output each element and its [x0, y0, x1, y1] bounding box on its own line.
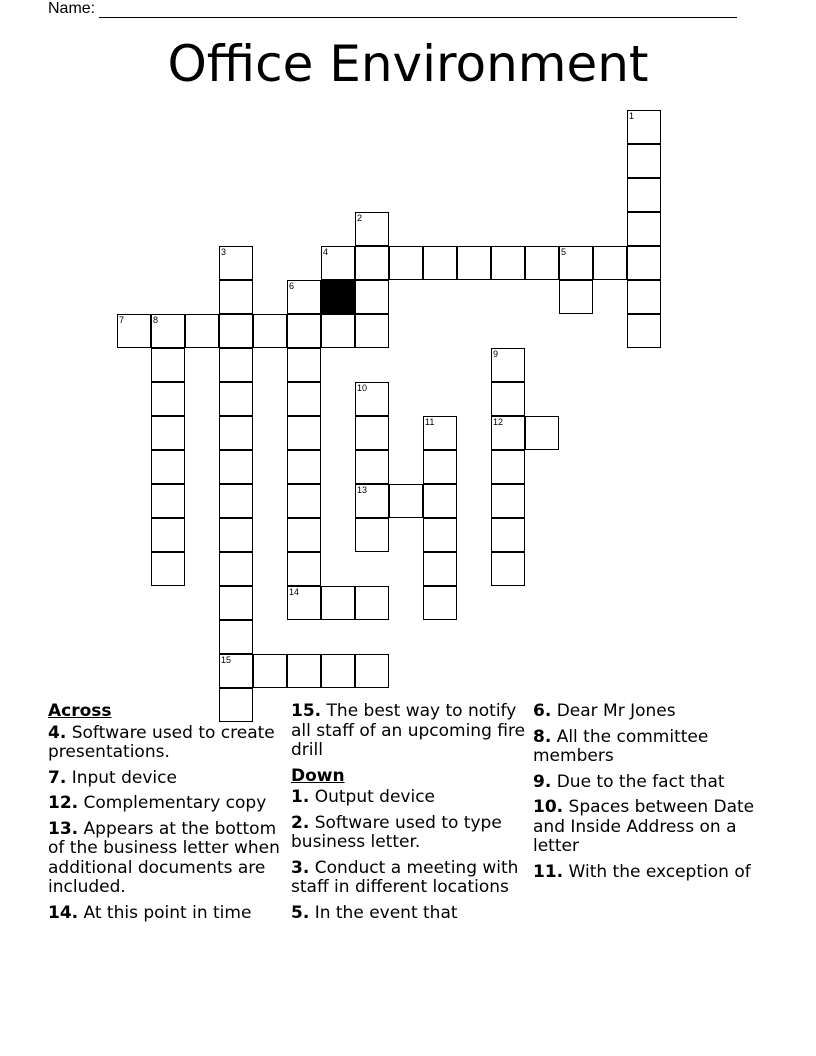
grid-cell[interactable] [491, 484, 525, 518]
clue-text: Due to the fact that [551, 771, 725, 792]
clue-text: Input device [66, 767, 177, 788]
clue-text: In the event that [309, 902, 458, 923]
grid-cell[interactable] [151, 416, 185, 450]
grid-cell[interactable] [151, 552, 185, 586]
grid-cell[interactable] [219, 586, 253, 620]
cell-number: 14 [289, 587, 300, 597]
cell-number: 15 [221, 655, 232, 665]
grid-cell[interactable] [219, 518, 253, 552]
clue-number: 1. [291, 787, 310, 807]
grid-cell[interactable] [219, 484, 253, 518]
grid-cell[interactable] [423, 552, 457, 586]
clue-text: Software used to create presentations. [48, 722, 275, 762]
grid-cell[interactable] [151, 484, 185, 518]
clue-item [48, 794, 283, 814]
clue-number: 14. [48, 902, 79, 923]
cell-number: 5 [561, 247, 567, 257]
clue-item [48, 904, 283, 924]
grid-cell[interactable] [389, 246, 423, 280]
grid-cell[interactable] [491, 246, 525, 280]
grid-cell[interactable] [287, 484, 321, 518]
clue-item [48, 724, 283, 763]
cell-number: 13 [357, 485, 368, 495]
grid-cell[interactable] [321, 586, 355, 620]
clue-number: 6. [533, 701, 552, 721]
shaded-cell [321, 280, 355, 314]
grid-cell[interactable] [219, 552, 253, 586]
grid-cell[interactable] [287, 518, 321, 552]
grid-cell[interactable] [219, 382, 253, 416]
grid-cell[interactable] [627, 246, 661, 280]
clue-item [291, 702, 526, 761]
clue-text: Conduct a meeting with staff in different locations [291, 857, 519, 897]
clue-number: 12. [48, 793, 79, 813]
grid-cell[interactable] [423, 484, 457, 518]
cell-number: 3 [221, 247, 227, 257]
grid-cell[interactable] [559, 280, 593, 314]
grid-cell[interactable] [559, 246, 593, 280]
grid-cell[interactable] [151, 314, 185, 348]
clue-text: At this point in time [78, 902, 252, 923]
grid-cell[interactable] [491, 552, 525, 586]
grid-cell[interactable] [525, 246, 559, 280]
grid-cell[interactable] [423, 518, 457, 552]
clue-item [533, 702, 768, 722]
grid-cell[interactable] [423, 450, 457, 484]
grid-cell[interactable] [525, 416, 559, 450]
grid-cell[interactable] [491, 450, 525, 484]
clue-item [48, 820, 283, 898]
grid-cell[interactable] [389, 484, 423, 518]
clue-text: Appears at the bottom of the business letter when additional documents are included. [48, 818, 280, 897]
clue-text: Spaces between Date and Inside Address on a letter [533, 797, 755, 856]
cell-number: 11 [425, 417, 435, 427]
grid-cell[interactable] [287, 314, 321, 348]
clue-item [533, 728, 768, 767]
clue-text: Software used to type business letter. [291, 812, 502, 852]
grid-cell[interactable] [457, 246, 491, 280]
clue-number: 10. [533, 797, 564, 817]
grid-cell[interactable] [185, 314, 219, 348]
grid-cell[interactable] [627, 144, 661, 178]
page-title: Office Environment [167, 35, 649, 93]
name-label: Name: [48, 0, 96, 17]
clue-item [533, 863, 768, 883]
grid-cell[interactable] [219, 654, 253, 688]
grid-cell[interactable] [151, 518, 185, 552]
cell-number: 4 [323, 247, 329, 257]
grid-cell[interactable] [593, 246, 627, 280]
clue-number: 8. [533, 726, 552, 747]
grid-cell[interactable] [287, 382, 321, 416]
clues-column-2 [291, 702, 526, 929]
clue-text: Complementary copy [78, 793, 267, 813]
grid-cell[interactable] [151, 382, 185, 416]
grid-cell[interactable] [219, 620, 253, 654]
clue-number: 15. [291, 701, 322, 721]
grid-cell[interactable] [117, 314, 151, 348]
clue-number: 4. [48, 722, 67, 743]
clue-text: All the committee members [533, 726, 709, 766]
clue-item [533, 798, 768, 857]
clue-number: 9. [533, 771, 552, 792]
grid-cell[interactable] [355, 518, 389, 552]
grid-cell[interactable] [287, 450, 321, 484]
clue-number: 5. [291, 902, 310, 923]
grid-cell[interactable] [355, 586, 389, 620]
grid-cell[interactable] [287, 280, 321, 314]
clue-item [291, 814, 526, 853]
grid-cell[interactable] [491, 416, 525, 450]
grid-cell[interactable] [219, 348, 253, 382]
grid-cell[interactable] [321, 654, 355, 688]
cell-number: 7 [119, 315, 125, 325]
grid-cell[interactable] [627, 314, 661, 348]
grid-cell[interactable] [355, 382, 389, 416]
grid-cell[interactable] [321, 246, 355, 280]
clue-text: The best way to notify all staff of an upcoming fire drill [291, 701, 526, 760]
cell-number: 8 [153, 315, 159, 325]
clue-text: Output device [309, 787, 435, 807]
grid-cell[interactable] [423, 586, 457, 620]
grid-cell[interactable] [355, 416, 389, 450]
grid-cell[interactable] [355, 450, 389, 484]
grid-cell[interactable] [321, 314, 355, 348]
grid-cell[interactable] [491, 382, 525, 416]
clue-number: 2. [291, 812, 310, 833]
clues-column-3 [533, 702, 768, 888]
clue-item [291, 904, 526, 924]
grid-cell[interactable] [423, 416, 457, 450]
grid-cell[interactable] [627, 212, 661, 246]
cell-number: 12 [493, 417, 504, 427]
clue-text: Dear Mr Jones [551, 701, 676, 721]
grid-cell[interactable] [491, 348, 525, 382]
grid-cell[interactable] [287, 586, 321, 620]
grid-cell[interactable] [423, 246, 457, 280]
grid-cell[interactable] [491, 518, 525, 552]
grid-cell[interactable] [287, 552, 321, 586]
clue-item [533, 773, 768, 793]
grid-cell[interactable] [151, 348, 185, 382]
grid-cell[interactable] [627, 280, 661, 314]
cell-number: 1 [629, 111, 635, 121]
clue-item [48, 769, 283, 789]
cell-number: 10 [357, 383, 368, 393]
clue-item [291, 788, 526, 808]
clue-number: 3. [291, 857, 310, 878]
grid-cell[interactable] [287, 654, 321, 688]
cell-number: 6 [289, 281, 295, 291]
grid-cell[interactable] [355, 654, 389, 688]
grid-cell[interactable] [355, 314, 389, 348]
grid-cell[interactable] [253, 654, 287, 688]
grid-cell[interactable] [219, 314, 253, 348]
grid-cell[interactable] [355, 212, 389, 246]
clues-column-1 [48, 702, 283, 929]
grid-cell[interactable] [151, 450, 185, 484]
clue-number: 13. [48, 818, 79, 839]
clue-item [291, 859, 526, 898]
grid-cell[interactable] [627, 178, 661, 212]
grid-cell[interactable] [219, 450, 253, 484]
grid-cell[interactable] [253, 314, 287, 348]
grid-cell[interactable] [287, 348, 321, 382]
cell-number: 2 [357, 213, 363, 223]
grid-cell[interactable] [219, 280, 253, 314]
grid-cell[interactable] [355, 484, 389, 518]
clue-number: 7. [48, 767, 67, 788]
clue-text: With the exception of [563, 861, 751, 882]
grid-cell[interactable] [219, 416, 253, 450]
clue-heading: Down [291, 765, 345, 786]
cell-number: 9 [493, 349, 499, 359]
clue-heading: Across [48, 701, 112, 721]
clue-number: 11. [533, 861, 564, 882]
grid-cell[interactable] [287, 416, 321, 450]
grid-cell[interactable] [355, 280, 389, 314]
grid-cell[interactable] [219, 246, 253, 280]
grid-cell[interactable] [355, 246, 389, 280]
grid-cell[interactable] [627, 110, 661, 144]
